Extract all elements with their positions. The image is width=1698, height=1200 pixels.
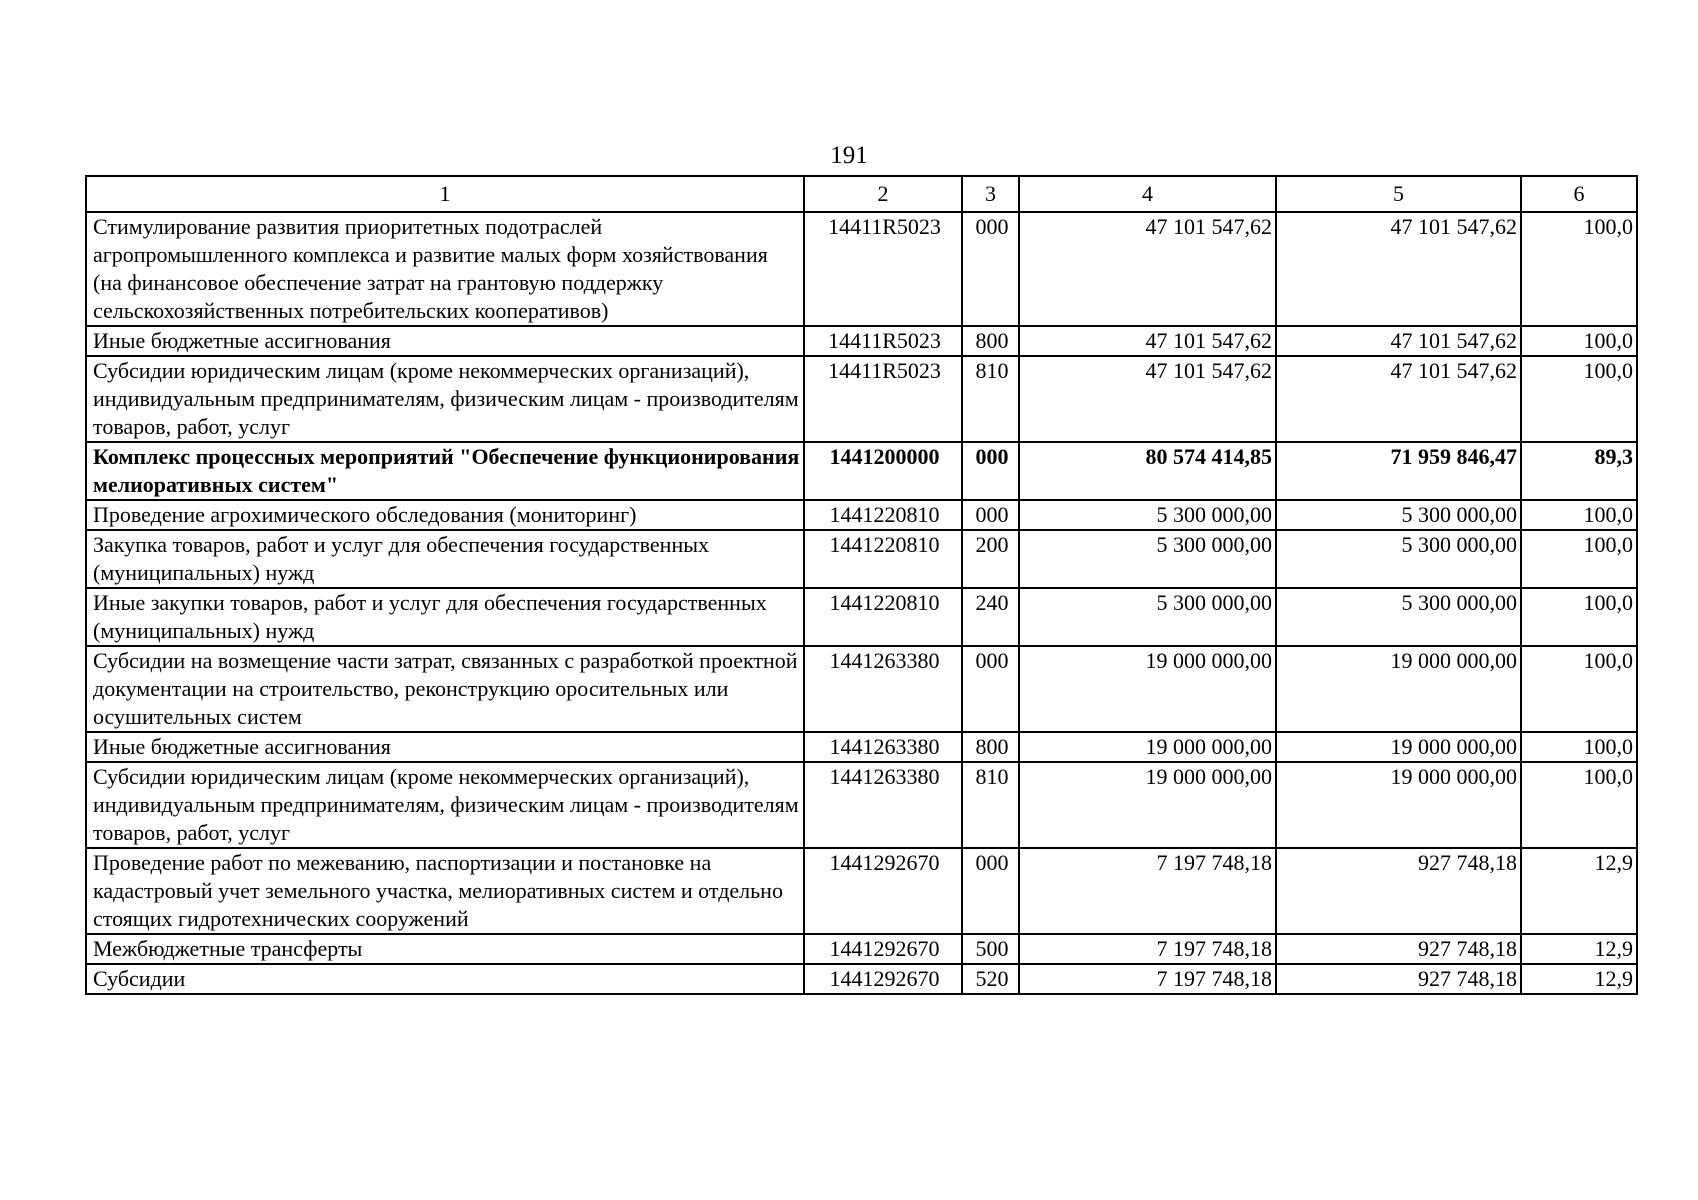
row-kvr: 000 xyxy=(962,500,1019,530)
row-code: 14411R5023 xyxy=(804,326,962,356)
page-number: 191 xyxy=(830,142,868,169)
row-kvr: 810 xyxy=(962,356,1019,442)
row-fact: 19 000 000,00 xyxy=(1276,762,1521,848)
column-header-1: 1 xyxy=(86,176,804,212)
row-plan: 47 101 547,62 xyxy=(1019,326,1276,356)
row-code: 1441292670 xyxy=(804,964,962,994)
row-percent: 12,9 xyxy=(1521,964,1637,994)
row-fact: 5 300 000,00 xyxy=(1276,530,1521,588)
row-name: Проведение работ по межеванию, паспортизации и постановке на кадастровый учет земельного участка, мелиоративных систем и отдельно стоящих гидротехнических сооружений xyxy=(86,848,804,934)
row-plan: 5 300 000,00 xyxy=(1019,588,1276,646)
row-percent: 100,0 xyxy=(1521,326,1637,356)
table-row xyxy=(86,500,1637,530)
row-name: Субсидии юридическим лицам (кроме некоммерческих организаций), индивидуальным предпринимателям, физическим лицам - производителям товаров, работ, услуг xyxy=(86,762,804,848)
table-row xyxy=(86,588,1637,646)
row-fact: 47 101 547,62 xyxy=(1276,356,1521,442)
row-percent: 12,9 xyxy=(1521,934,1637,964)
row-name: Проведение агрохимического обследования (мониторинг) xyxy=(86,500,804,530)
row-percent: 100,0 xyxy=(1521,762,1637,848)
column-header-4: 4 xyxy=(1019,176,1276,212)
row-name: Стимулирование развития приоритетных подотраслей агропромышленного комплекса и развитие малых форм хозяйствования (на финансовое обеспечение затрат на грантовую поддержку сельскохозяйственных потребительских кооперативов) xyxy=(86,212,804,326)
row-code: 1441263380 xyxy=(804,732,962,762)
row-name: Иные бюджетные ассигнования xyxy=(86,326,804,356)
row-code: 1441200000 xyxy=(804,442,962,500)
row-kvr: 500 xyxy=(962,934,1019,964)
row-kvr: 000 xyxy=(962,212,1019,326)
row-fact: 5 300 000,00 xyxy=(1276,500,1521,530)
table-row xyxy=(86,732,1637,762)
row-code: 1441220810 xyxy=(804,530,962,588)
row-kvr: 800 xyxy=(962,732,1019,762)
table-row xyxy=(86,934,1637,964)
row-plan: 19 000 000,00 xyxy=(1019,732,1276,762)
row-code: 1441220810 xyxy=(804,588,962,646)
row-kvr: 240 xyxy=(962,588,1019,646)
row-kvr: 810 xyxy=(962,762,1019,848)
row-percent: 100,0 xyxy=(1521,646,1637,732)
table-row xyxy=(86,356,1637,442)
row-fact: 71 959 846,47 xyxy=(1276,442,1521,500)
row-name: Закупка товаров, работ и услуг для обеспечения государственных (муниципальных) нужд xyxy=(86,530,804,588)
row-fact: 19 000 000,00 xyxy=(1276,646,1521,732)
row-name: Субсидии юридическим лицам (кроме некоммерческих организаций), индивидуальным предпринимателям, физическим лицам - производителям товаров, работ, услуг xyxy=(86,356,804,442)
row-plan: 5 300 000,00 xyxy=(1019,500,1276,530)
row-percent: 100,0 xyxy=(1521,212,1637,326)
row-fact: 927 748,18 xyxy=(1276,934,1521,964)
row-fact: 19 000 000,00 xyxy=(1276,732,1521,762)
row-kvr: 800 xyxy=(962,326,1019,356)
row-code: 1441292670 xyxy=(804,934,962,964)
row-plan: 5 300 000,00 xyxy=(1019,530,1276,588)
table-row xyxy=(86,212,1637,326)
row-plan: 7 197 748,18 xyxy=(1019,934,1276,964)
table-row xyxy=(86,762,1637,848)
row-plan: 80 574 414,85 xyxy=(1019,442,1276,500)
row-percent: 100,0 xyxy=(1521,500,1637,530)
row-percent: 100,0 xyxy=(1521,530,1637,588)
row-kvr: 520 xyxy=(962,964,1019,994)
column-header-3: 3 xyxy=(962,176,1019,212)
row-name: Иные закупки товаров, работ и услуг для обеспечения государственных (муниципальных) нужд xyxy=(86,588,804,646)
row-percent: 100,0 xyxy=(1521,356,1637,442)
table-row-section xyxy=(86,442,1637,500)
row-name: Субсидии на возмещение части затрат, связанных с разработкой проектной документации на строительство, реконструкцию оросительных или осушительных систем xyxy=(86,646,804,732)
row-percent: 100,0 xyxy=(1521,732,1637,762)
table-row xyxy=(86,326,1637,356)
row-kvr: 000 xyxy=(962,442,1019,500)
row-kvr: 000 xyxy=(962,848,1019,934)
row-fact: 927 748,18 xyxy=(1276,848,1521,934)
row-code: 14411R5023 xyxy=(804,356,962,442)
row-percent: 100,0 xyxy=(1521,588,1637,646)
row-name: Комплекс процессных мероприятий "Обеспечение функционирования мелиоративных систем" xyxy=(86,442,804,500)
table-body xyxy=(86,212,1637,994)
row-name: Межбюджетные трансферты xyxy=(86,934,804,964)
column-header-5: 5 xyxy=(1276,176,1521,212)
row-kvr: 200 xyxy=(962,530,1019,588)
row-plan: 19 000 000,00 xyxy=(1019,762,1276,848)
row-plan: 7 197 748,18 xyxy=(1019,848,1276,934)
row-percent: 12,9 xyxy=(1521,848,1637,934)
table-row xyxy=(86,964,1637,994)
row-plan: 47 101 547,62 xyxy=(1019,356,1276,442)
row-code: 1441220810 xyxy=(804,500,962,530)
row-plan: 19 000 000,00 xyxy=(1019,646,1276,732)
row-code: 1441263380 xyxy=(804,762,962,848)
row-name: Иные бюджетные ассигнования xyxy=(86,732,804,762)
table-row xyxy=(86,848,1637,934)
row-code: 1441292670 xyxy=(804,848,962,934)
column-header-2: 2 xyxy=(804,176,962,212)
budget-table xyxy=(85,175,1638,995)
row-fact: 47 101 547,62 xyxy=(1276,212,1521,326)
row-plan: 47 101 547,62 xyxy=(1019,212,1276,326)
row-code: 14411R5023 xyxy=(804,212,962,326)
table-row xyxy=(86,530,1637,588)
table-header xyxy=(86,176,1637,212)
row-kvr: 000 xyxy=(962,646,1019,732)
table-row xyxy=(86,646,1637,732)
row-fact: 47 101 547,62 xyxy=(1276,326,1521,356)
row-fact: 927 748,18 xyxy=(1276,964,1521,994)
header-row xyxy=(86,176,1637,212)
row-name: Субсидии xyxy=(86,964,804,994)
row-plan: 7 197 748,18 xyxy=(1019,964,1276,994)
column-header-6: 6 xyxy=(1521,176,1637,212)
row-percent: 89,3 xyxy=(1521,442,1637,500)
row-fact: 5 300 000,00 xyxy=(1276,588,1521,646)
row-code: 1441263380 xyxy=(804,646,962,732)
